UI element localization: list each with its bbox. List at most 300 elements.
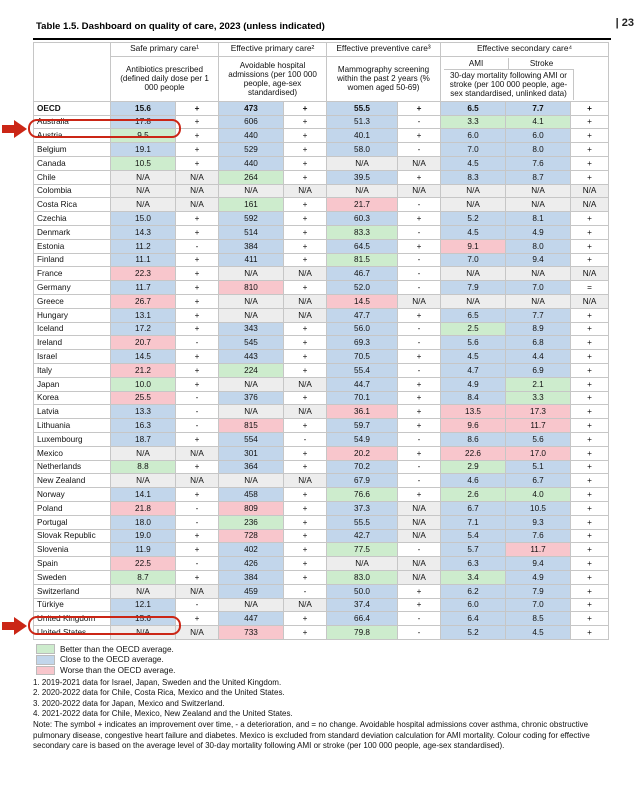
country-cell: Slovak Republic bbox=[34, 529, 111, 543]
mammography-value-cell: 77.5 bbox=[327, 543, 398, 557]
country-cell: France bbox=[34, 267, 111, 281]
table-row bbox=[34, 584, 609, 598]
mammography-value-cell: 55.5 bbox=[327, 101, 398, 115]
table-body bbox=[34, 101, 609, 639]
admissions-trend-cell: + bbox=[284, 557, 327, 571]
mammography-value-cell: 42.7 bbox=[327, 529, 398, 543]
legend bbox=[36, 644, 611, 676]
mammography-value-cell: 39.5 bbox=[327, 170, 398, 184]
secondary-trend-cell: + bbox=[571, 253, 609, 267]
admissions-trend-cell: + bbox=[284, 226, 327, 240]
mammography-trend-cell: N/A bbox=[398, 557, 441, 571]
admissions-value-cell: 364 bbox=[219, 460, 284, 474]
country-cell: Netherlands bbox=[34, 460, 111, 474]
antibiotics-value-cell: N/A bbox=[111, 584, 176, 598]
admissions-value-cell: 411 bbox=[219, 253, 284, 267]
mammography-trend-cell: - bbox=[398, 460, 441, 474]
country-cell: Hungary bbox=[34, 308, 111, 322]
ami-value-cell: 4.5 bbox=[441, 226, 506, 240]
antibiotics-value-cell: N/A bbox=[111, 446, 176, 460]
antibiotics-value-cell: 25.5 bbox=[111, 391, 176, 405]
antibiotics-value-cell: 14.1 bbox=[111, 488, 176, 502]
ami-value-cell: 6.3 bbox=[441, 557, 506, 571]
mammography-value-cell: 58.0 bbox=[327, 143, 398, 157]
mammography-value-cell: 76.6 bbox=[327, 488, 398, 502]
antibiotics-value-cell: 22.3 bbox=[111, 267, 176, 281]
secondary-trend-cell: + bbox=[571, 570, 609, 584]
admissions-value-cell: 440 bbox=[219, 129, 284, 143]
antibiotics-trend-cell: + bbox=[176, 570, 219, 584]
mammography-trend-cell: - bbox=[398, 198, 441, 212]
country-cell: United States bbox=[34, 626, 111, 640]
antibiotics-trend-cell: - bbox=[176, 405, 219, 419]
secondary-trend-cell: + bbox=[571, 101, 609, 115]
antibiotics-trend-cell: - bbox=[176, 557, 219, 571]
legend-swatch-close bbox=[36, 655, 55, 665]
admissions-trend-cell: + bbox=[284, 322, 327, 336]
secondary-trend-cell: + bbox=[571, 419, 609, 433]
secondary-trend-cell: N/A bbox=[571, 295, 609, 309]
secondary-trend-cell: = bbox=[571, 281, 609, 295]
antibiotics-value-cell: 10.0 bbox=[111, 377, 176, 391]
antibiotics-value-cell: 16.3 bbox=[111, 419, 176, 433]
table-row bbox=[34, 474, 609, 488]
mammography-trend-cell: N/A bbox=[398, 501, 441, 515]
admissions-value-cell: 224 bbox=[219, 363, 284, 377]
stroke-value-cell: 11.7 bbox=[506, 543, 571, 557]
ami-value-cell: N/A bbox=[441, 184, 506, 198]
secondary-trend-cell: + bbox=[571, 501, 609, 515]
stroke-value-cell: 6.9 bbox=[506, 363, 571, 377]
antibiotics-trend-cell: + bbox=[176, 253, 219, 267]
ami-value-cell: 9.6 bbox=[441, 419, 506, 433]
admissions-value-cell: 384 bbox=[219, 239, 284, 253]
subheader-avoidable-admissions: Avoidable hospital admissions (per 100 000 people, age-sex standardised) bbox=[219, 56, 327, 101]
secondary-trend-cell: + bbox=[571, 432, 609, 446]
stroke-value-cell: 4.4 bbox=[506, 350, 571, 364]
antibiotics-value-cell: 11.2 bbox=[111, 239, 176, 253]
country-cell: Colombia bbox=[34, 184, 111, 198]
secondary-trend-cell: + bbox=[571, 598, 609, 612]
stroke-value-cell: 4.9 bbox=[506, 570, 571, 584]
table-row bbox=[34, 115, 609, 129]
admissions-value-cell: N/A bbox=[219, 184, 284, 198]
ami-value-cell: 4.7 bbox=[441, 363, 506, 377]
country-cell: Luxembourg bbox=[34, 432, 111, 446]
stroke-value-cell: 6.7 bbox=[506, 474, 571, 488]
antibiotics-value-cell: 15.6 bbox=[111, 612, 176, 626]
mammography-value-cell: 70.5 bbox=[327, 350, 398, 364]
antibiotics-value-cell: 21.2 bbox=[111, 363, 176, 377]
country-cell: Portugal bbox=[34, 515, 111, 529]
ami-value-cell: 6.5 bbox=[441, 101, 506, 115]
antibiotics-value-cell: 19.1 bbox=[111, 143, 176, 157]
country-cell: Türkiye bbox=[34, 598, 111, 612]
antibiotics-trend-cell: + bbox=[176, 295, 219, 309]
stroke-value-cell: N/A bbox=[506, 198, 571, 212]
country-cell: Czechia bbox=[34, 212, 111, 226]
antibiotics-value-cell: 10.5 bbox=[111, 157, 176, 171]
mammography-value-cell: 54.9 bbox=[327, 432, 398, 446]
mammography-value-cell: 64.5 bbox=[327, 239, 398, 253]
stroke-value-cell: N/A bbox=[506, 184, 571, 198]
table-row bbox=[34, 529, 609, 543]
table-row bbox=[34, 557, 609, 571]
admissions-value-cell: 426 bbox=[219, 557, 284, 571]
antibiotics-value-cell: 8.7 bbox=[111, 570, 176, 584]
ami-value-cell: 8.3 bbox=[441, 170, 506, 184]
table-row bbox=[34, 612, 609, 626]
antibiotics-trend-cell: - bbox=[176, 515, 219, 529]
country-cell: Switzerland bbox=[34, 584, 111, 598]
mammography-trend-cell: - bbox=[398, 322, 441, 336]
mammography-trend-cell: + bbox=[398, 101, 441, 115]
admissions-value-cell: 592 bbox=[219, 212, 284, 226]
country-cell: Latvia bbox=[34, 405, 111, 419]
admissions-trend-cell: + bbox=[284, 460, 327, 474]
mammography-trend-cell: + bbox=[398, 239, 441, 253]
country-cell: Sweden bbox=[34, 570, 111, 584]
stroke-value-cell: 8.1 bbox=[506, 212, 571, 226]
stroke-value-cell: 8.0 bbox=[506, 239, 571, 253]
secondary-trend-cell: + bbox=[571, 557, 609, 571]
admissions-value-cell: 554 bbox=[219, 432, 284, 446]
mammography-value-cell: 44.7 bbox=[327, 377, 398, 391]
mammography-trend-cell: N/A bbox=[398, 529, 441, 543]
admissions-value-cell: N/A bbox=[219, 598, 284, 612]
antibiotics-value-cell: 12.1 bbox=[111, 598, 176, 612]
mammography-value-cell: 56.0 bbox=[327, 322, 398, 336]
antibiotics-trend-cell: + bbox=[176, 432, 219, 446]
secondary-trend-cell: + bbox=[571, 239, 609, 253]
admissions-trend-cell: - bbox=[284, 432, 327, 446]
mammography-value-cell: 55.4 bbox=[327, 363, 398, 377]
admissions-value-cell: N/A bbox=[219, 405, 284, 419]
antibiotics-trend-cell: + bbox=[176, 157, 219, 171]
mammography-value-cell: 79.8 bbox=[327, 626, 398, 640]
subheader-secondary-text: 30-day mortality following AMI or stroke (per 100 000 people, age-sex standardised, unlinked data) bbox=[444, 70, 574, 100]
secondary-trend-cell: + bbox=[571, 515, 609, 529]
country-cell: Mexico bbox=[34, 446, 111, 460]
table-row bbox=[34, 377, 609, 391]
dashboard-table bbox=[33, 42, 609, 640]
admissions-trend-cell: N/A bbox=[284, 377, 327, 391]
mammography-value-cell: 81.5 bbox=[327, 253, 398, 267]
antibiotics-trend-cell: N/A bbox=[176, 584, 219, 598]
antibiotics-trend-cell: + bbox=[176, 350, 219, 364]
country-cell: Poland bbox=[34, 501, 111, 515]
admissions-value-cell: 733 bbox=[219, 626, 284, 640]
admissions-value-cell: 161 bbox=[219, 198, 284, 212]
mammography-trend-cell: N/A bbox=[398, 184, 441, 198]
stroke-value-cell: 5.1 bbox=[506, 460, 571, 474]
mammography-trend-cell: + bbox=[398, 391, 441, 405]
antibiotics-value-cell: N/A bbox=[111, 198, 176, 212]
admissions-value-cell: 443 bbox=[219, 350, 284, 364]
mammography-trend-cell: N/A bbox=[398, 157, 441, 171]
stroke-value-cell: N/A bbox=[506, 267, 571, 281]
table-row bbox=[34, 308, 609, 322]
ami-value-cell: 2.5 bbox=[441, 322, 506, 336]
stroke-value-cell: 6.0 bbox=[506, 129, 571, 143]
table-row bbox=[34, 446, 609, 460]
ami-value-cell: N/A bbox=[441, 198, 506, 212]
secondary-trend-cell: + bbox=[571, 529, 609, 543]
legend-item-close bbox=[36, 655, 611, 666]
table-row bbox=[34, 295, 609, 309]
admissions-value-cell: 402 bbox=[219, 543, 284, 557]
country-cell: Ireland bbox=[34, 336, 111, 350]
corner-cell bbox=[34, 42, 111, 101]
admissions-trend-cell: N/A bbox=[284, 474, 327, 488]
admissions-value-cell: N/A bbox=[219, 377, 284, 391]
antibiotics-value-cell: 11.7 bbox=[111, 281, 176, 295]
secondary-trend-cell: + bbox=[571, 170, 609, 184]
subheader-secondary-care bbox=[441, 56, 609, 101]
mammography-value-cell: 46.7 bbox=[327, 267, 398, 281]
table-row bbox=[34, 226, 609, 240]
antibiotics-value-cell: 11.9 bbox=[111, 543, 176, 557]
antibiotics-value-cell: 17.2 bbox=[111, 322, 176, 336]
antibiotics-trend-cell: + bbox=[176, 488, 219, 502]
table-row bbox=[34, 432, 609, 446]
stroke-value-cell: 7.9 bbox=[506, 584, 571, 598]
table-row bbox=[34, 419, 609, 433]
stroke-value-cell: 7.6 bbox=[506, 157, 571, 171]
mammography-trend-cell: N/A bbox=[398, 570, 441, 584]
table-row bbox=[34, 488, 609, 502]
mammography-trend-cell: + bbox=[398, 405, 441, 419]
ami-value-cell: 22.6 bbox=[441, 446, 506, 460]
table-row bbox=[34, 350, 609, 364]
secondary-trend-cell: + bbox=[571, 322, 609, 336]
mammography-trend-cell: - bbox=[398, 543, 441, 557]
mammography-trend-cell: + bbox=[398, 308, 441, 322]
antibiotics-value-cell: N/A bbox=[111, 170, 176, 184]
admissions-value-cell: 459 bbox=[219, 584, 284, 598]
table-row bbox=[34, 336, 609, 350]
admissions-trend-cell: + bbox=[284, 101, 327, 115]
admissions-trend-cell: + bbox=[284, 350, 327, 364]
mammography-value-cell: 67.9 bbox=[327, 474, 398, 488]
admissions-trend-cell: + bbox=[284, 515, 327, 529]
dashboard-table-wrap bbox=[33, 38, 611, 752]
mammography-trend-cell: + bbox=[398, 488, 441, 502]
table-row bbox=[34, 157, 609, 171]
ami-value-cell: 3.4 bbox=[441, 570, 506, 584]
admissions-value-cell: 529 bbox=[219, 143, 284, 157]
ami-value-cell: 5.4 bbox=[441, 529, 506, 543]
stroke-value-cell: 10.5 bbox=[506, 501, 571, 515]
secondary-trend-cell: + bbox=[571, 336, 609, 350]
admissions-trend-cell: N/A bbox=[284, 295, 327, 309]
antibiotics-value-cell: 20.7 bbox=[111, 336, 176, 350]
table-row bbox=[34, 405, 609, 419]
country-cell: Australia bbox=[34, 115, 111, 129]
antibiotics-value-cell: 18.0 bbox=[111, 515, 176, 529]
admissions-trend-cell: + bbox=[284, 529, 327, 543]
secondary-trend-cell: + bbox=[571, 377, 609, 391]
mammography-value-cell: 70.1 bbox=[327, 391, 398, 405]
antibiotics-trend-cell: + bbox=[176, 460, 219, 474]
admissions-trend-cell: + bbox=[284, 281, 327, 295]
antibiotics-value-cell: N/A bbox=[111, 184, 176, 198]
admissions-value-cell: 815 bbox=[219, 419, 284, 433]
table-row bbox=[34, 460, 609, 474]
admissions-trend-cell: + bbox=[284, 419, 327, 433]
mammography-value-cell: 69.3 bbox=[327, 336, 398, 350]
country-cell: Iceland bbox=[34, 322, 111, 336]
subheader-ami: AMI bbox=[444, 58, 509, 70]
ami-value-cell: N/A bbox=[441, 267, 506, 281]
table-row bbox=[34, 515, 609, 529]
mammography-value-cell: N/A bbox=[327, 157, 398, 171]
antibiotics-trend-cell: + bbox=[176, 363, 219, 377]
stroke-value-cell: N/A bbox=[506, 295, 571, 309]
table-row bbox=[34, 626, 609, 640]
antibiotics-trend-cell: + bbox=[176, 308, 219, 322]
admissions-trend-cell: + bbox=[284, 253, 327, 267]
country-cell: New Zealand bbox=[34, 474, 111, 488]
secondary-trend-cell: + bbox=[571, 391, 609, 405]
admissions-trend-cell: + bbox=[284, 336, 327, 350]
legend-swatch-better bbox=[36, 644, 55, 654]
admissions-value-cell: 545 bbox=[219, 336, 284, 350]
stroke-value-cell: 8.9 bbox=[506, 322, 571, 336]
admissions-value-cell: N/A bbox=[219, 295, 284, 309]
admissions-trend-cell: N/A bbox=[284, 267, 327, 281]
ami-value-cell: 6.2 bbox=[441, 584, 506, 598]
secondary-trend-cell: + bbox=[571, 143, 609, 157]
admissions-trend-cell: + bbox=[284, 170, 327, 184]
admissions-trend-cell: + bbox=[284, 446, 327, 460]
antibiotics-trend-cell: + bbox=[176, 115, 219, 129]
antibiotics-value-cell: 13.1 bbox=[111, 308, 176, 322]
mammography-value-cell: 59.7 bbox=[327, 419, 398, 433]
mammography-value-cell: 52.0 bbox=[327, 281, 398, 295]
stroke-value-cell: 3.3 bbox=[506, 391, 571, 405]
table-note: Note: The symbol + indicates an improvement over time, - a deterioration, and = no change. Avoidable hospital admissions cover asthma, chronic obstructive pulmonary disease, congestive heart failure and diabetes. Mexico is excluded from standard deviation calculation for AMI mortality. Colour coding for effective secondary care is based on the average level of 30-day mortality following AMI or stroke (per 100 000 people, age-sex standardised). bbox=[33, 720, 590, 751]
country-cell: Canada bbox=[34, 157, 111, 171]
stroke-value-cell: 7.6 bbox=[506, 529, 571, 543]
country-cell: Greece bbox=[34, 295, 111, 309]
admissions-trend-cell: + bbox=[284, 570, 327, 584]
table-row bbox=[34, 101, 609, 115]
mammography-value-cell: 66.4 bbox=[327, 612, 398, 626]
mammography-trend-cell: - bbox=[398, 253, 441, 267]
admissions-trend-cell: + bbox=[284, 488, 327, 502]
mammography-trend-cell: - bbox=[398, 143, 441, 157]
antibiotics-trend-cell: - bbox=[176, 239, 219, 253]
admissions-trend-cell: + bbox=[284, 129, 327, 143]
antibiotics-trend-cell: + bbox=[176, 612, 219, 626]
country-cell: Estonia bbox=[34, 239, 111, 253]
antibiotics-trend-cell: N/A bbox=[176, 184, 219, 198]
country-cell: Germany bbox=[34, 281, 111, 295]
table-row bbox=[34, 143, 609, 157]
ami-value-cell: 7.0 bbox=[441, 143, 506, 157]
antibiotics-trend-cell: + bbox=[176, 129, 219, 143]
footnote-2: 2. 2020-2022 data for Chile, Costa Rica, Mexico and the United States. bbox=[33, 688, 285, 698]
secondary-trend-cell: + bbox=[571, 115, 609, 129]
ami-value-cell: 6.7 bbox=[441, 501, 506, 515]
stroke-value-cell: 4.5 bbox=[506, 626, 571, 640]
antibiotics-value-cell: 15.0 bbox=[111, 212, 176, 226]
mammography-trend-cell: + bbox=[398, 584, 441, 598]
admissions-value-cell: 458 bbox=[219, 488, 284, 502]
antibiotics-value-cell: 22.5 bbox=[111, 557, 176, 571]
footnote-3: 3. 2020-2022 data for Japan, Mexico and Switzerland. bbox=[33, 698, 225, 708]
mammography-trend-cell: - bbox=[398, 226, 441, 240]
antibiotics-value-cell: 21.8 bbox=[111, 501, 176, 515]
table-row bbox=[34, 239, 609, 253]
antibiotics-value-cell: 26.7 bbox=[111, 295, 176, 309]
group-effective-preventive-care: Effective preventive care³ bbox=[327, 42, 441, 56]
admissions-trend-cell: + bbox=[284, 501, 327, 515]
mammography-trend-cell: + bbox=[398, 598, 441, 612]
secondary-trend-cell: + bbox=[571, 350, 609, 364]
legend-label: Close to the OECD average. bbox=[60, 655, 164, 665]
stroke-value-cell: 6.8 bbox=[506, 336, 571, 350]
legend-swatch-worse bbox=[36, 666, 55, 676]
secondary-trend-cell: + bbox=[571, 226, 609, 240]
antibiotics-trend-cell: + bbox=[176, 281, 219, 295]
antibiotics-value-cell: 14.5 bbox=[111, 350, 176, 364]
admissions-value-cell: 606 bbox=[219, 115, 284, 129]
antibiotics-trend-cell: - bbox=[176, 336, 219, 350]
admissions-value-cell: N/A bbox=[219, 267, 284, 281]
ami-value-cell: 5.2 bbox=[441, 212, 506, 226]
table-row bbox=[34, 198, 609, 212]
group-effective-secondary-care: Effective secondary care⁴ bbox=[441, 42, 609, 56]
mammography-value-cell: 36.1 bbox=[327, 405, 398, 419]
table-header bbox=[34, 42, 609, 101]
stroke-value-cell: 5.6 bbox=[506, 432, 571, 446]
ami-value-cell: 7.0 bbox=[441, 253, 506, 267]
country-cell: OECD bbox=[34, 101, 111, 115]
mammography-value-cell: N/A bbox=[327, 557, 398, 571]
antibiotics-trend-cell: - bbox=[176, 598, 219, 612]
table-row bbox=[34, 212, 609, 226]
antibiotics-value-cell: 14.3 bbox=[111, 226, 176, 240]
table-row bbox=[34, 253, 609, 267]
subheader-stroke: Stroke bbox=[509, 58, 574, 70]
mammography-trend-cell: + bbox=[398, 377, 441, 391]
mammography-value-cell: 47.7 bbox=[327, 308, 398, 322]
admissions-trend-cell: N/A bbox=[284, 405, 327, 419]
mammography-trend-cell: + bbox=[398, 446, 441, 460]
antibiotics-value-cell: 15.6 bbox=[111, 101, 176, 115]
stroke-value-cell: 4.1 bbox=[506, 115, 571, 129]
secondary-trend-cell: + bbox=[571, 446, 609, 460]
country-cell: Lithuania bbox=[34, 419, 111, 433]
mammography-trend-cell: + bbox=[398, 129, 441, 143]
admissions-trend-cell: N/A bbox=[284, 598, 327, 612]
mammography-value-cell: 51.3 bbox=[327, 115, 398, 129]
admissions-trend-cell: + bbox=[284, 363, 327, 377]
ami-value-cell: 13.5 bbox=[441, 405, 506, 419]
stroke-value-cell: 9.3 bbox=[506, 515, 571, 529]
stroke-value-cell: 17.3 bbox=[506, 405, 571, 419]
mammography-trend-cell: - bbox=[398, 115, 441, 129]
country-cell: Finland bbox=[34, 253, 111, 267]
stroke-value-cell: 2.1 bbox=[506, 377, 571, 391]
secondary-trend-cell: + bbox=[571, 308, 609, 322]
admissions-value-cell: 301 bbox=[219, 446, 284, 460]
ami-value-cell: N/A bbox=[441, 295, 506, 309]
stroke-value-cell: 7.0 bbox=[506, 281, 571, 295]
country-cell: United Kingdom bbox=[34, 612, 111, 626]
